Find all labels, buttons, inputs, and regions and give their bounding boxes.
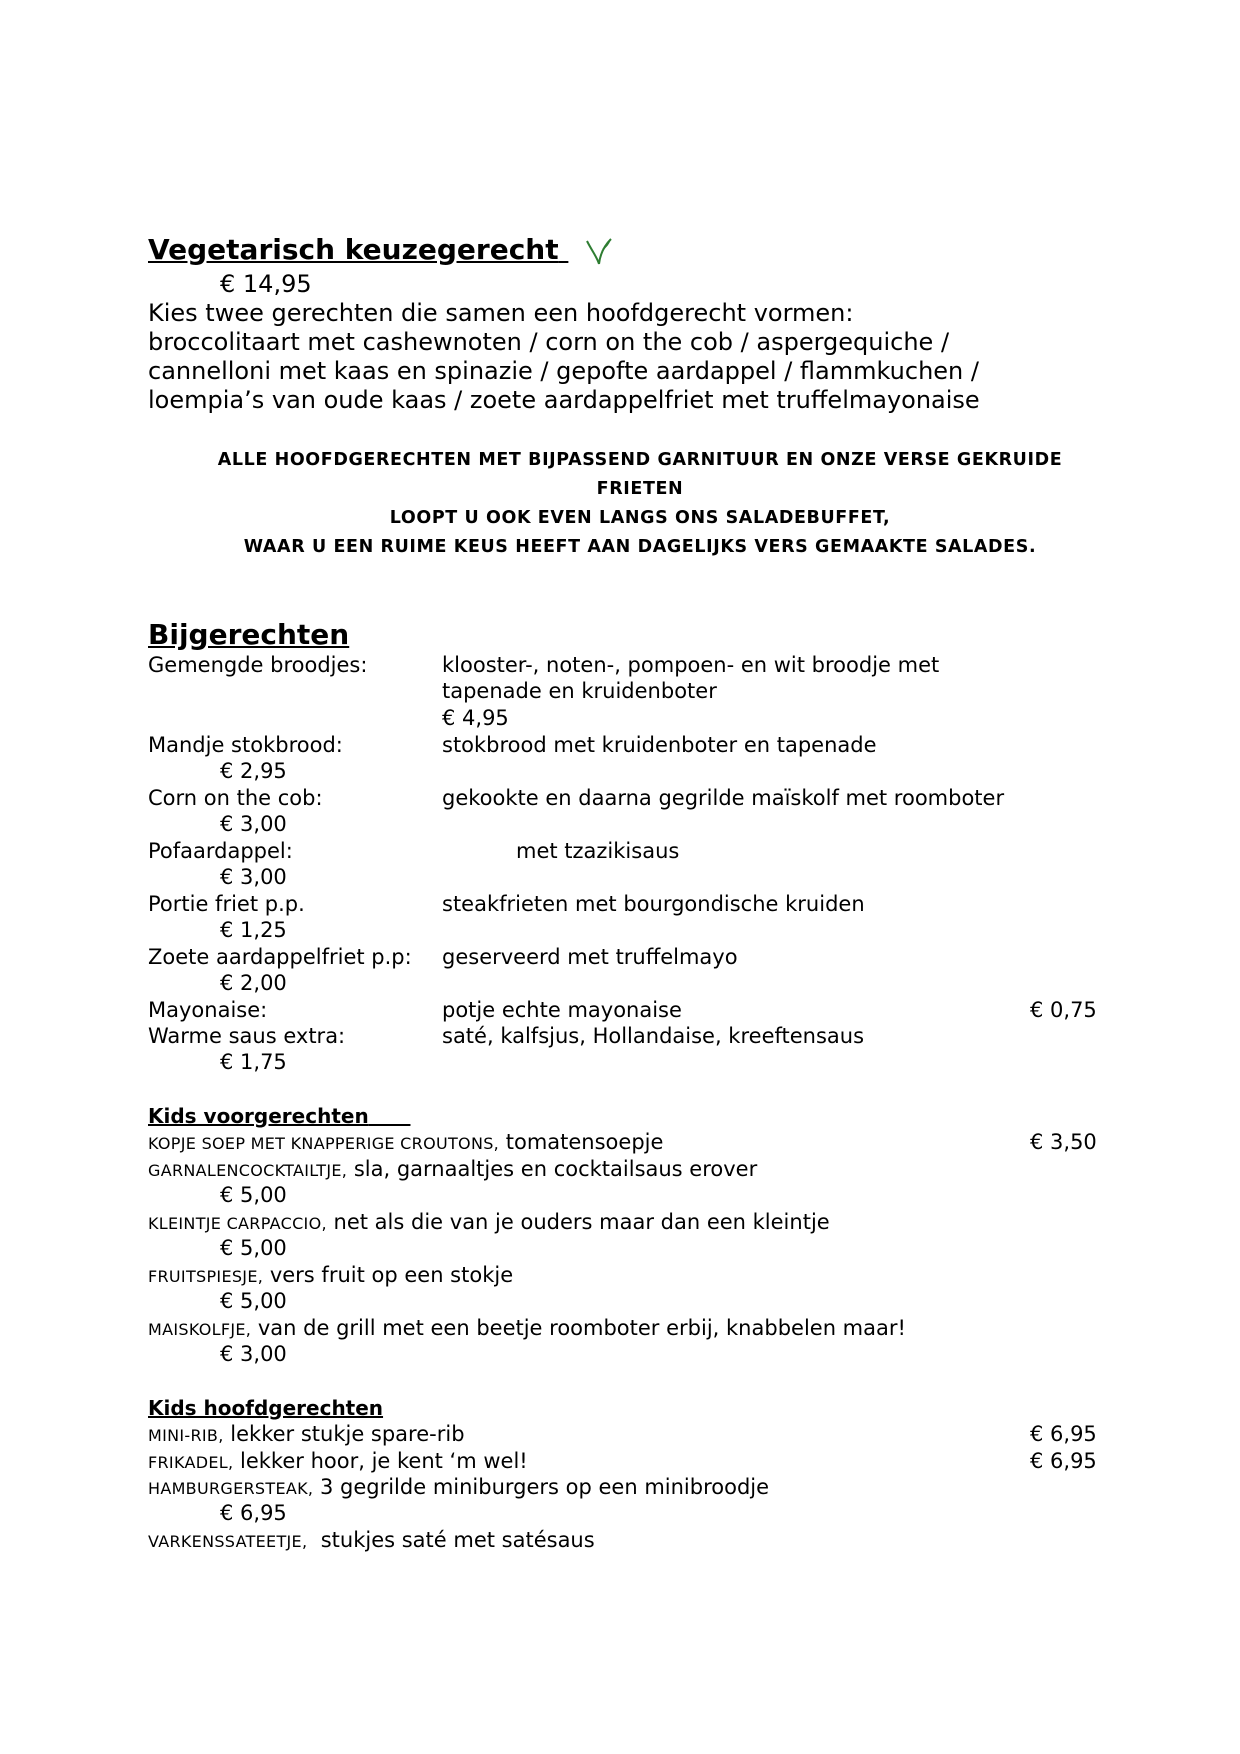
item-desc: tomatensoepje [505, 1130, 664, 1154]
item-name: FRIKADEL, [148, 1453, 234, 1472]
side-desc: stokbrood met kruidenboter en tapenade [442, 733, 877, 757]
item-name: MINI-RIB, [148, 1426, 224, 1445]
item-name: VARKENSSATEETJE, [148, 1532, 308, 1551]
side-desc: klooster-, noten-, pompoen- en wit broodje met [442, 653, 940, 677]
kids-main-item [148, 1527, 595, 1555]
item-desc: lekker stukje spare-rib [230, 1422, 465, 1446]
vegetarian-price: € 14,95 [220, 270, 312, 298]
kids-main-price: € 6,95 [1030, 1422, 1097, 1446]
kids-main-item [148, 1421, 465, 1449]
side-desc: saté, kalfsjus, Hollandaise, kreeftensaus [442, 1024, 865, 1048]
side-name: Corn on the cob: [148, 786, 323, 810]
item-desc: vers fruit op een stokje [269, 1263, 514, 1287]
kids-starter-price: € 3,00 [220, 1342, 287, 1366]
side-desc: tapenade en kruidenboter [442, 679, 717, 703]
side-name: Portie friet p.p. [148, 892, 305, 916]
item-name: GARNALENCOCKTAILTJE, [148, 1161, 348, 1180]
side-price: € 1,75 [220, 1050, 287, 1074]
item-desc: stukjes saté met satésaus [320, 1528, 595, 1552]
item-desc: 3 gegrilde miniburgers op een minibroodje [319, 1475, 770, 1499]
notice-line: WAAR U EEN RUIME KEUS HEEFT AAN DAGELIJKS VERS GEMAAKTE SALADES. [243, 537, 1037, 557]
side-price: € 2,00 [220, 971, 287, 995]
side-price: € 2,95 [220, 759, 287, 783]
notice-line: ALLE HOOFDGERECHTEN MET BIJPASSEND GARNITUUR EN ONZE VERSE GEKRUIDE [217, 450, 1063, 470]
kids-starters-title: Kids voorgerechten [148, 1104, 369, 1128]
item-name: MAISKOLFJE, [148, 1320, 252, 1339]
side-price: € 3,00 [220, 812, 287, 836]
side-desc: met tzazikisaus [516, 839, 680, 863]
vegetarian-title: Vegetarisch keuzegerecht [148, 233, 559, 266]
kids-starter-price: € 5,00 [220, 1289, 287, 1313]
side-desc: gekookte en daarna gegrilde maïskolf met roomboter [442, 786, 1005, 810]
kids-main-item [148, 1474, 769, 1502]
kids-starter-price: € 3,50 [1030, 1130, 1097, 1154]
vegetarian-intro: Kies twee gerechten die samen een hoofdgerecht vormen: broccolitaart met cashewnoten / corn on the cob / aspergequiche / cannelloni met kaas en spinazie / gepofte aardappel / flammkuchen / loempia’s van oude kaas / zoete aardappelfriet met truffelmayonaise [148, 299, 980, 414]
sides-title: Bijgerechten [148, 618, 350, 651]
side-price: € 4,95 [442, 706, 509, 730]
notice-block [150, 446, 1130, 562]
kids-starter-item [148, 1156, 757, 1184]
side-name: Zoete aardappelfriet p.p: [148, 945, 412, 969]
item-desc: van de grill met een beetje roomboter erbij, knabbelen maar! [257, 1316, 906, 1340]
kids-starter-price: € 5,00 [220, 1183, 287, 1207]
side-name: Mayonaise: [148, 998, 268, 1022]
side-name: Gemengde broodjes: [148, 653, 368, 677]
item-desc: sla, garnaaltjes en cocktailsaus erover [353, 1157, 758, 1181]
side-name: Warme saus extra: [148, 1024, 346, 1048]
item-desc: lekker hoor, je kent ‘m wel! [240, 1449, 528, 1473]
side-name: Mandje stokbrood: [148, 733, 343, 757]
side-price: € 1,25 [220, 918, 287, 942]
item-name: KLEINTJE CARPACCIO, [148, 1214, 327, 1233]
kids-main-item [148, 1448, 528, 1476]
kids-starter-item [148, 1262, 513, 1290]
kids-main-price: € 6,95 [220, 1501, 287, 1525]
kids-starter-item [148, 1129, 663, 1157]
side-desc: potje echte mayonaise [442, 998, 682, 1022]
item-name: FRUITSPIESJE, [148, 1267, 264, 1286]
kids-main-price: € 6,95 [1030, 1449, 1097, 1473]
side-name: Pofaardappel: [148, 839, 293, 863]
side-price: € 3,00 [220, 865, 287, 889]
kids-mains-title: Kids hoofdgerechten [148, 1396, 384, 1420]
leaf-icon [586, 237, 612, 265]
notice-line: FRIETEN [596, 479, 684, 499]
kids-starter-item [148, 1315, 906, 1343]
side-desc: geserveerd met truffelmayo [442, 945, 738, 969]
notice-line: LOOPT U OOK EVEN LANGS ONS SALADEBUFFET, [389, 508, 891, 528]
kids-starter-price: € 5,00 [220, 1236, 287, 1260]
kids-starter-item [148, 1209, 830, 1237]
side-price: € 0,75 [1030, 998, 1097, 1022]
item-desc: net als die van je ouders maar dan een kleintje [333, 1210, 830, 1234]
side-desc: steakfrieten met bourgondische kruiden [442, 892, 865, 916]
item-name: KOPJE SOEP MET KNAPPERIGE CROUTONS, [148, 1134, 500, 1153]
item-name: HAMBURGERSTEAK, [148, 1479, 314, 1498]
